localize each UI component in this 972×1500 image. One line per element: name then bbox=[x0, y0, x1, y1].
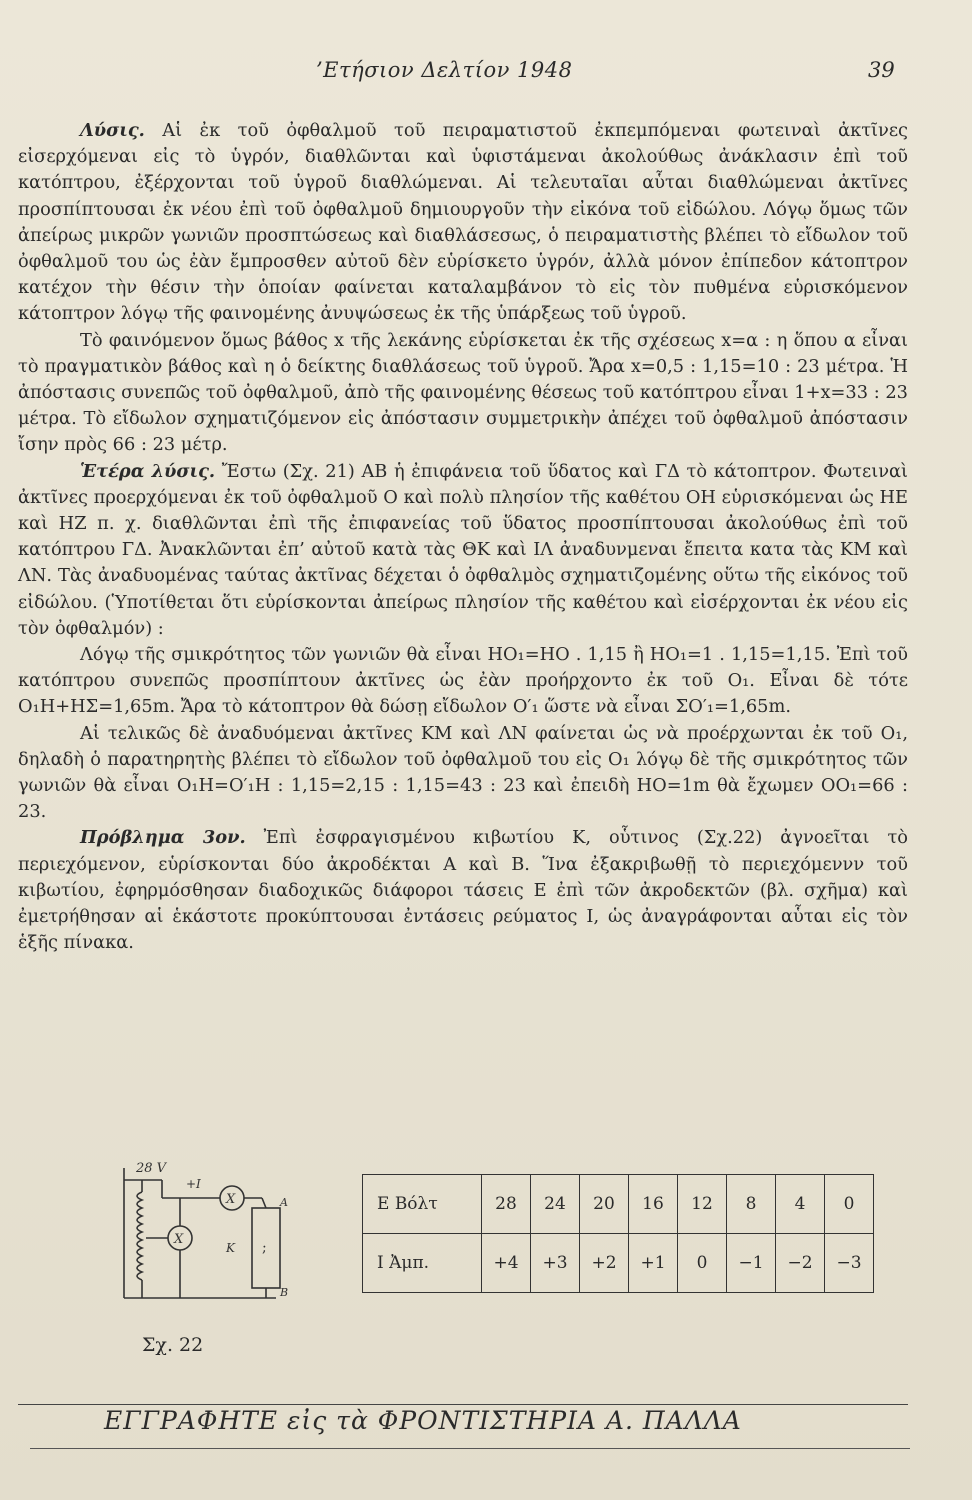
measurement-table bbox=[362, 1174, 874, 1293]
paragraph-final-rays bbox=[18, 721, 908, 826]
footer-divider-top bbox=[18, 1404, 908, 1405]
page-number: 39 bbox=[868, 58, 895, 82]
table-cell: +2 bbox=[580, 1234, 629, 1293]
paragraph-text: Αἱ τελικῶς δὲ ἀναδυόμεναι ἀκτῖνες ΚΜ καὶ ΛΝ φαίνεται ὡς νὰ προέρχωνται ἐκ τοῦ Ο₁, δηλαδὴ ὁ παρατηρητὴς βλέπει τὸ εἴδωλον τοῦ ὀφθαλμοῦ του εἰς Ο₁ λόγῳ δὲ τῆς σμικρότητος τῶν γωνιῶν θὰ εἶναι Ο₁Η=Ο′₁Η : 1,15=2,15 : 1,15=43 : 23 καὶ ἐπειδὴ ΗΟ=1m θὰ ἔχωμεν ΟΟ₁=66 : 23. bbox=[18, 722, 908, 823]
table-cell: +1 bbox=[629, 1234, 678, 1293]
table-cell: 28 bbox=[482, 1175, 531, 1234]
row-label-voltage: Ε Βόλτ bbox=[363, 1175, 482, 1234]
paragraph-lead: Λύσις. bbox=[80, 120, 145, 141]
voltage-label: 28 V bbox=[136, 1161, 167, 1176]
figure-caption: Σχ. 22 bbox=[142, 1334, 204, 1356]
paragraph-apparent-depth bbox=[18, 328, 908, 459]
table-cell: 8 bbox=[727, 1175, 776, 1234]
paragraph-text: Τὸ φαινόμενον ὅμως βάθος x τῆς λεκάνης εὑρίσκεται ἐκ τῆς σχέσεως x=α : η ὅπου α εἶναι τὸ πραγματικὸν βάθος καὶ η ὁ δείκτης διαθλάσεως τοῦ ὑγροῦ. Ἄρα x=0,5 : 1,15=10 : 23 μέτρα. Ἡ ἀπόστασις συνεπῶς τοῦ ὀφθαλμοῦ, ἀπὸ τῆς φαινομένης θέσεως τοῦ κατόπτρου εἶναι 1+x=33 : 23 μέτρα. Τὸ εἴδωλον σχηματιζόμενον εἰς ἀπόστασιν συμμετρικὴν ἀπέχει τοῦ ὀφθαλμοῦ ἀπόστασιν ἴσην πρὸς 66 : 23 μέτρ. bbox=[18, 329, 908, 456]
footer-divider-bottom bbox=[30, 1448, 910, 1449]
table-cell: +4 bbox=[482, 1234, 531, 1293]
paragraph-solution bbox=[18, 118, 908, 328]
paragraph-problem-3 bbox=[18, 825, 908, 956]
row-label-current: Ι Ἀμπ. bbox=[363, 1234, 482, 1293]
circuit-diagram bbox=[80, 1158, 320, 1318]
paragraph-text: Λόγῳ τῆς σμικρότητος τῶν γωνιῶν θὰ εἶναι ΗΟ₁=ΗΟ . 1,15 ἢ ΗΟ₁=1 . 1,15=1,15. Ἐπὶ τοῦ κατόπτρου συνεπῶς προσπίπτουν ἀκτῖνες ὡς ἐὰν προήρχοντο ἐκ τοῦ Ο₁. Εἶναι δὲ τότε Ο₁Η+ΗΣ=1,65m. Ἄρα τὸ κάτοπτρον θὰ δώσῃ εἴδωλον Ο′₁ ὥστε νὰ εἶναι ΣΟ′₁=1,65m. bbox=[18, 644, 908, 718]
box-label: K bbox=[226, 1241, 235, 1255]
figure-area bbox=[80, 1158, 900, 1358]
table-row-voltage bbox=[363, 1175, 874, 1234]
table-cell: 20 bbox=[580, 1175, 629, 1234]
table-cell: 4 bbox=[776, 1175, 825, 1234]
table-cell: 12 bbox=[678, 1175, 727, 1234]
table-cell: −3 bbox=[825, 1234, 874, 1293]
paragraph-lead: Ἑτέρα λύσις. bbox=[80, 460, 216, 482]
terminal-b-label: B bbox=[280, 1286, 289, 1299]
paragraph-lead: Πρόβλημα 3ον. bbox=[80, 827, 246, 849]
body-text bbox=[18, 118, 908, 957]
table-cell: −2 bbox=[776, 1234, 825, 1293]
running-header bbox=[0, 58, 972, 92]
journal-title: ’Ετήσιον Δελτίον 1948 bbox=[316, 58, 573, 82]
paragraph-text: Αἱ ἐκ τοῦ ὀφθαλμοῦ τοῦ πειραματιστοῦ ἐκπεμπόμεναι φωτειναὶ ἀκτῖνες εἰσερχόμεναι εἰς τὸ ὑγρόν, διαθλῶνται καὶ ὑφιστάμεναι ἀκολούθως ἀνάκλασιν ἐπὶ τοῦ κατόπτρου, ἐξέρχονται τοῦ ὑγροῦ διαθλώμεναι. Αἱ τελευταῖαι αὗται διαθλώμεναι ἀκτῖνες προσπίπτουσαι ἐκ νέου ἐπὶ τοῦ ὀφθαλμοῦ δημιουργοῦν τὴν εἰκόνα τοῦ εἰδώλου. Λόγῳ ὅμως τῶν ἀπείρως μικρῶν γωνιῶν προσπτώσεως καὶ διαθλάσεσως, ὁ πειραματιστὴς βλέπει τὸ εἴδωλον τοῦ ὀφθαλμοῦ του ὡς ἐὰν ἔμπροσθεν αὐτοῦ δὲν εὑρίσκετο ὑγρόν, ἀλλὰ μόνον ἐπίπεδον κάτοπτρον κατέχον τὴν θέσιν τὴν ὁποίαν φαίνεται καταλαμβάνον τὸ εἰς τὸν πυθμένα εὑρισκόμενον κάτοπτρον λόγῳ τῆς φαινομένης ἀνυψώσεως ἐκ τῆς ὑπάρξεως τοῦ ὑγροῦ. bbox=[18, 120, 908, 325]
unknown-label: ; bbox=[262, 1240, 267, 1256]
paragraph-text: Ἔστω (Σχ. 21) ΑΒ ἡ ἐπιφάνεια τοῦ ὕδατος καὶ ΓΔ τὸ κάτοπτρον. Φωτειναὶ ἀκτῖνες προερχόμεναι ἐκ τοῦ ὀφθαλμοῦ Ο καὶ πολὺ πλησίον τῆς καθέτου ΟΗ εὑρισκόμεναι ὡς ΗΕ καὶ ΗΖ π. χ. διαθλῶνται ἐπὶ τῆς ἐπιφανείας τοῦ ὕδατος προσπίπτουσαι ἀκολούθως ἐπὶ τοῦ κατόπτρου ΓΔ. Ἀνακλῶνται ἐπ’ αὐτοῦ κατὰ τὰς ΘΚ καὶ ΙΛ ἀναδυνμεναι ἔπειτα κατα τὰς ΚΜ καὶ ΛΝ. Τὰς ἀναδυομένας ταύτας ἀκτῖνας δέχεται ὁ ὀφθαλμὸς σχηματιζομένης οὕτω τῆς εἰκόνος τοῦ εἰδώλου. (Ὑποτίθεται ὅτι εὑρίσκονται ἀπείρως πλησίον τῆς καθέτου καὶ εἰσέρχονται ἐκ νέου εἰς τὸν ὀφθαλμόν) : bbox=[18, 460, 908, 639]
table-cell: 16 bbox=[629, 1175, 678, 1234]
voltmeter-label: X bbox=[174, 1232, 184, 1247]
paragraph-small-angles bbox=[18, 642, 908, 721]
table-cell: +3 bbox=[531, 1234, 580, 1293]
table-cell: 24 bbox=[531, 1175, 580, 1234]
paragraph-other-solution bbox=[18, 459, 908, 642]
current-label: +I bbox=[186, 1177, 201, 1191]
paragraph-text: Ἐπὶ ἐσφραγισμένου κιβωτίου Κ, οὗτινος (Σχ.22) ἀγνοεῖται τὸ περιεχόμενον, εὑρίσκονται δύο ἀκροδέκται Α καὶ Β. Ἵνα ἐξακριβωθῇ τὸ περιεχόμεννν τοῦ κιβωτίου, ἐφηρμόσθησαν διαδοχικῶς διάφοροι τάσεις Ε ἐπὶ τῶν ἀκροδεκτῶν (βλ. σχῆμα) καὶ ἐμετρήθησαν αἱ ἑκάστοτε προκύπτουσαι ἐντάσεις ρεύματος Ι, ὡς ἀναγράφονται αὗται εἰς τὸν ἑξῆς πίνακα. bbox=[18, 827, 908, 954]
table-cell: 0 bbox=[678, 1234, 727, 1293]
ammeter-label: X bbox=[226, 1192, 236, 1207]
table-cell: −1 bbox=[727, 1234, 776, 1293]
table-cell: 0 bbox=[825, 1175, 874, 1234]
table-row-current bbox=[363, 1234, 874, 1293]
footer-advertisement: ΕΓΓΡΑΦΗΤΕ εἰς τὰ ΦΡΟΝΤΙΣΤΗΡΙΑ Α. ΠΑΛΛΑ bbox=[104, 1406, 742, 1435]
terminal-a-label: A bbox=[280, 1196, 288, 1209]
